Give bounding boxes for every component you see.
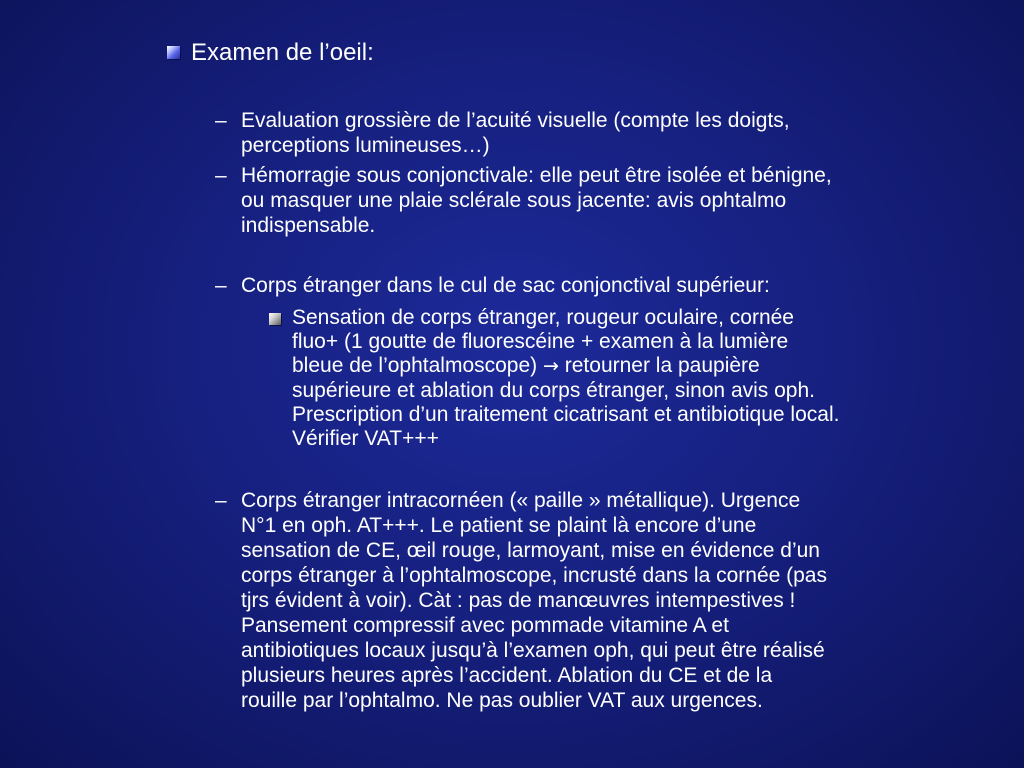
- text-line: N°1 en oph. AT+++. Le patient se plaint là encore d’une: [241, 514, 757, 537]
- text-line: Corps étranger intracornéen (« paille » métallique). Urgence: [241, 489, 801, 512]
- dash-bullet: –: [215, 274, 227, 297]
- text-line: Corps étranger dans le cul de sac conjonctival supérieur:: [241, 274, 770, 297]
- text-line: supérieure et ablation du corps étranger, sinon avis oph.: [292, 378, 816, 402]
- dash-bullet: –: [215, 164, 227, 187]
- text-line: sensation de CE, œil rouge, larmoyant, mise en évidence d’un: [241, 539, 820, 562]
- list-item-corps-etranger-intracorneen: [215, 488, 975, 713]
- text-line: Evaluation grossière de l’acuité visuelle (compte les doigts,: [241, 109, 790, 132]
- gray-square-bullet-icon: [269, 313, 281, 325]
- text-line: Vérifier VAT+++: [292, 427, 439, 451]
- list-item-text: [241, 273, 971, 298]
- list-item-evaluation: [215, 108, 975, 158]
- right-arrow-icon: →: [543, 355, 559, 378]
- blue-square-bullet-icon: [167, 46, 180, 59]
- text-line: Pansement compressif avec pommade vitamine A et: [241, 614, 729, 637]
- text-line: ou masquer une plaie sclérale sous jacente: avis ophtalmo: [241, 189, 787, 212]
- text-line: corps étranger à l’ophtalmoscope, incrusté dans la cornée (pas: [241, 564, 827, 587]
- text-line: tjrs évident à voir). Càt : pas de manœuvres intempestives !: [241, 589, 796, 612]
- list-item-corps-etranger-superieur: [215, 273, 975, 298]
- text-line: Hémorragie sous conjonctivale: elle peut être isolée et bénigne,: [241, 164, 832, 187]
- list-item-text: [241, 163, 971, 238]
- text-line: antibiotiques locaux jusqu’à l’examen oph, qui peut être réalisé: [241, 639, 825, 662]
- text-segment: retourner la paupière: [558, 354, 760, 378]
- text-segment: bleue de l’ophtalmoscope): [292, 354, 543, 378]
- sub-item-sensation: [269, 306, 969, 451]
- text-line: rouille par l’ophtalmo. Ne pas oublier VAT aux urgences.: [241, 689, 763, 712]
- dash-bullet: –: [215, 489, 227, 512]
- text-line: [292, 354, 969, 378]
- list-item-text: [241, 488, 971, 713]
- text-line: plusieurs heures après l’accident. Ablation du CE et de la: [241, 664, 773, 687]
- text-line: indispensable.: [241, 214, 376, 237]
- text-line: perceptions lumineuses…): [241, 134, 490, 157]
- text-line: Sensation de corps étranger, rougeur oculaire, cornée: [292, 306, 794, 329]
- text-line: fluo+ (1 goutte de fluorescéine + examen à la lumière: [292, 330, 789, 354]
- list-item-hemorragie: [215, 163, 975, 238]
- list-item-text: [241, 108, 971, 158]
- dash-bullet: –: [215, 109, 227, 132]
- text-line: Prescription d’un traitement cicatrisant et antibiotique local.: [292, 402, 840, 426]
- heading-text: Examen de l’oeil:: [191, 39, 374, 66]
- sub-item-text: [292, 306, 969, 451]
